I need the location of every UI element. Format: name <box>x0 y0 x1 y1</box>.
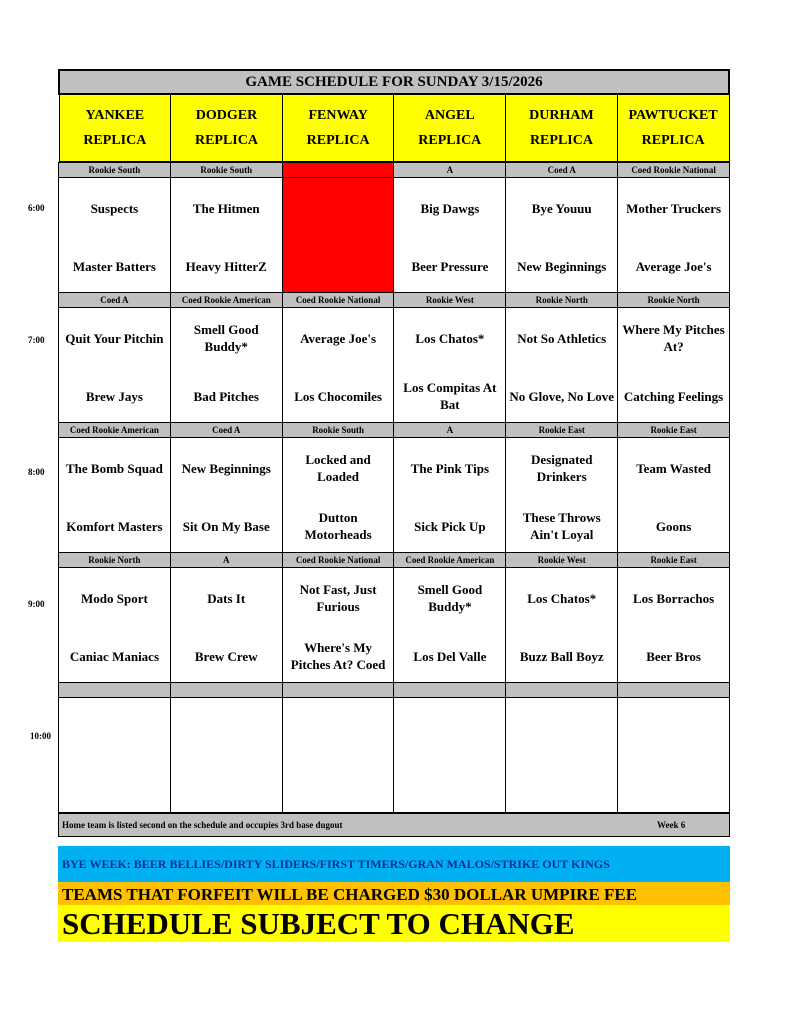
forfeit-text: TEAMS THAT FORFEIT WILL BE CHARGED $30 DOLLAR UMPIRE FEE <box>62 885 638 904</box>
home-team: Average Joe's <box>635 258 712 274</box>
division-label <box>282 163 394 178</box>
footer-table <box>58 813 730 837</box>
division-label: Coed Rookie National <box>282 293 394 308</box>
division-label: Rookie East <box>618 423 730 438</box>
field-name: DODGER <box>195 108 258 123</box>
away-team: Modo Sport <box>81 590 148 606</box>
game-cell <box>618 178 730 293</box>
home-team: Los Compitas At Bat <box>403 380 497 412</box>
home-team: Catching Feelings <box>623 388 724 404</box>
time-label: 6:00 <box>28 203 45 213</box>
division-label: A <box>170 553 282 568</box>
home-team: Sick Pick Up <box>414 518 486 534</box>
game-cell <box>506 308 618 423</box>
away-team: Quit Your Pitchin <box>65 330 164 346</box>
field-header <box>171 94 283 162</box>
home-team: Heavy HitterZ <box>185 258 267 274</box>
home-team: Goons <box>655 518 692 534</box>
game-cell <box>282 308 394 423</box>
division-label: Coed Rookie American <box>59 423 171 438</box>
division-label: Coed Rookie National <box>618 163 730 178</box>
away-team: Not Fast, Just Furious <box>299 582 377 614</box>
division-label <box>394 683 506 698</box>
division-label: Rookie East <box>618 553 730 568</box>
division-label: A <box>394 423 506 438</box>
schedule-sheet <box>58 69 730 837</box>
division-row <box>59 553 730 568</box>
field-sub: REPLICA <box>418 133 482 148</box>
home-team: Brew Jays <box>85 388 143 404</box>
game-cell <box>282 438 394 553</box>
division-label: Coed A <box>170 423 282 438</box>
game-cell <box>394 698 506 813</box>
away-team: Los Borrachos <box>632 590 715 606</box>
game-cell <box>506 178 618 293</box>
division-label: Coed A <box>506 163 618 178</box>
game-cell <box>506 698 618 813</box>
home-team: Los Chocomiles <box>294 388 382 404</box>
schedule-table <box>58 69 730 162</box>
division-label: Coed Rookie American <box>394 553 506 568</box>
division-label: Coed A <box>59 293 171 308</box>
game-cell <box>282 568 394 683</box>
home-team-note: Home team is listed second on the schedule and occupies 3rd base dugout <box>62 820 343 830</box>
game-cell <box>506 438 618 553</box>
field-name: ANGEL <box>424 108 475 123</box>
home-team: Sit On My Base <box>182 518 270 534</box>
division-row <box>59 163 730 178</box>
division-label <box>170 683 282 698</box>
change-banner <box>58 905 730 942</box>
field-header <box>394 94 506 162</box>
field-name: DURHAM <box>529 108 594 123</box>
home-team: Brew Crew <box>194 648 258 664</box>
field-header <box>282 94 394 162</box>
time-label: 10:00 <box>30 731 51 741</box>
game-cell <box>59 308 171 423</box>
game-row <box>59 438 730 553</box>
away-team: Los Chatos* <box>527 590 597 606</box>
game-cell <box>170 568 282 683</box>
away-team: Smell Good Buddy* <box>193 322 259 354</box>
away-team: Where My Pitches At? <box>622 322 725 354</box>
division-label: Rookie North <box>618 293 730 308</box>
game-cell <box>59 698 171 813</box>
division-label <box>282 683 394 698</box>
game-row <box>59 568 730 683</box>
game-cell <box>59 438 171 553</box>
home-team: These Throws Ain't Loyal <box>522 510 601 542</box>
home-team: Caniac Maniacs <box>69 648 160 664</box>
game-row <box>59 698 730 813</box>
away-team: Dats It <box>207 590 246 606</box>
home-team: Los Del Valle <box>413 648 487 664</box>
home-team: New Beginnings <box>517 258 607 274</box>
forfeit-banner <box>58 882 730 905</box>
bye-week-banner <box>58 846 730 882</box>
away-team: Los Chatos* <box>415 330 485 346</box>
division-row <box>59 293 730 308</box>
division-row <box>59 423 730 438</box>
field-header <box>506 94 618 162</box>
home-team: Master Batters <box>72 258 156 274</box>
home-team: Komfort Masters <box>66 518 163 534</box>
away-team: Locked and Loaded <box>305 452 371 484</box>
time-label: 7:00 <box>28 335 45 345</box>
field-header-row <box>59 94 729 162</box>
schedule-title: GAME SCHEDULE FOR SUNDAY 3/15/2026 <box>59 70 729 94</box>
field-name: PAWTUCKET <box>628 108 718 123</box>
division-label: Coed Rookie American <box>170 293 282 308</box>
division-row <box>59 683 730 698</box>
away-team: Big Dawgs <box>420 200 480 216</box>
division-label <box>506 683 618 698</box>
away-team: The Hitmen <box>192 200 260 216</box>
field-header <box>59 94 171 162</box>
division-label: A <box>394 163 506 178</box>
time-label: 8:00 <box>28 467 45 477</box>
away-team: The Bomb Squad <box>66 460 163 476</box>
field-sub: REPLICA <box>194 133 258 148</box>
away-team: Mother Truckers <box>626 200 722 216</box>
game-cell <box>170 438 282 553</box>
field-name: FENWAY <box>308 108 368 123</box>
game-cell <box>170 308 282 423</box>
game-row <box>59 308 730 423</box>
division-label: Rookie North <box>506 293 618 308</box>
week-label: Week 6 <box>657 820 686 830</box>
division-label: Rookie South <box>170 163 282 178</box>
game-cell <box>282 698 394 813</box>
bye-week-text: BYE WEEK: BEER BELLIES/DIRTY SLIDERS/FIRST TIMERS/GRAN MALOS/STRIKE OUT KINGS <box>62 857 610 871</box>
division-label <box>59 683 171 698</box>
game-cell <box>618 698 730 813</box>
game-cell <box>170 178 282 293</box>
home-team: Dutton Motorheads <box>304 510 372 542</box>
division-label: Rookie East <box>506 423 618 438</box>
change-text: SCHEDULE SUBJECT TO CHANGE <box>62 906 575 941</box>
away-team: New Beginnings <box>181 460 271 476</box>
home-team: Buzz Ball Boyz <box>519 648 604 664</box>
home-team: Beer Pressure <box>411 258 489 274</box>
away-team: Team Wasted <box>636 460 711 476</box>
game-cell <box>394 438 506 553</box>
division-label: Rookie South <box>59 163 171 178</box>
game-cell <box>170 698 282 813</box>
away-team: Designated Drinkers <box>531 452 593 484</box>
game-cell <box>394 568 506 683</box>
away-team: Smell Good Buddy* <box>417 582 483 614</box>
away-team: Not So Athletics <box>517 330 607 346</box>
division-label: Rookie North <box>59 553 171 568</box>
field-sub: REPLICA <box>306 133 370 148</box>
division-label: Rookie South <box>282 423 394 438</box>
division-label: Rookie West <box>394 293 506 308</box>
home-team: Beer Bros <box>646 648 701 664</box>
time-slot-table <box>58 162 730 813</box>
game-cell <box>59 178 171 293</box>
home-team: Where's My Pitches At? Coed <box>290 640 386 672</box>
field-header <box>617 94 729 162</box>
away-team: The Pink Tips <box>410 460 490 476</box>
home-team: No Glove, No Love <box>509 388 615 404</box>
time-label: 9:00 <box>28 599 45 609</box>
blocked-field-cell <box>282 178 394 293</box>
game-cell <box>394 178 506 293</box>
game-cell <box>59 568 171 683</box>
division-label: Rookie West <box>506 553 618 568</box>
field-sub: REPLICA <box>83 133 147 148</box>
game-row <box>59 178 730 293</box>
game-cell <box>618 438 730 553</box>
division-label: Coed Rookie National <box>282 553 394 568</box>
division-label <box>618 683 730 698</box>
field-sub: REPLICA <box>641 133 705 148</box>
home-team: Bad Pitches <box>193 388 259 404</box>
away-team: Bye Youuu <box>531 200 592 216</box>
game-cell <box>506 568 618 683</box>
away-team: Average Joe's <box>300 330 377 346</box>
field-sub: REPLICA <box>529 133 593 148</box>
game-cell <box>394 308 506 423</box>
away-team: Suspects <box>90 200 139 216</box>
game-cell <box>618 308 730 423</box>
schedule-footer <box>59 814 730 837</box>
field-name: YANKEE <box>85 108 145 123</box>
game-cell <box>618 568 730 683</box>
